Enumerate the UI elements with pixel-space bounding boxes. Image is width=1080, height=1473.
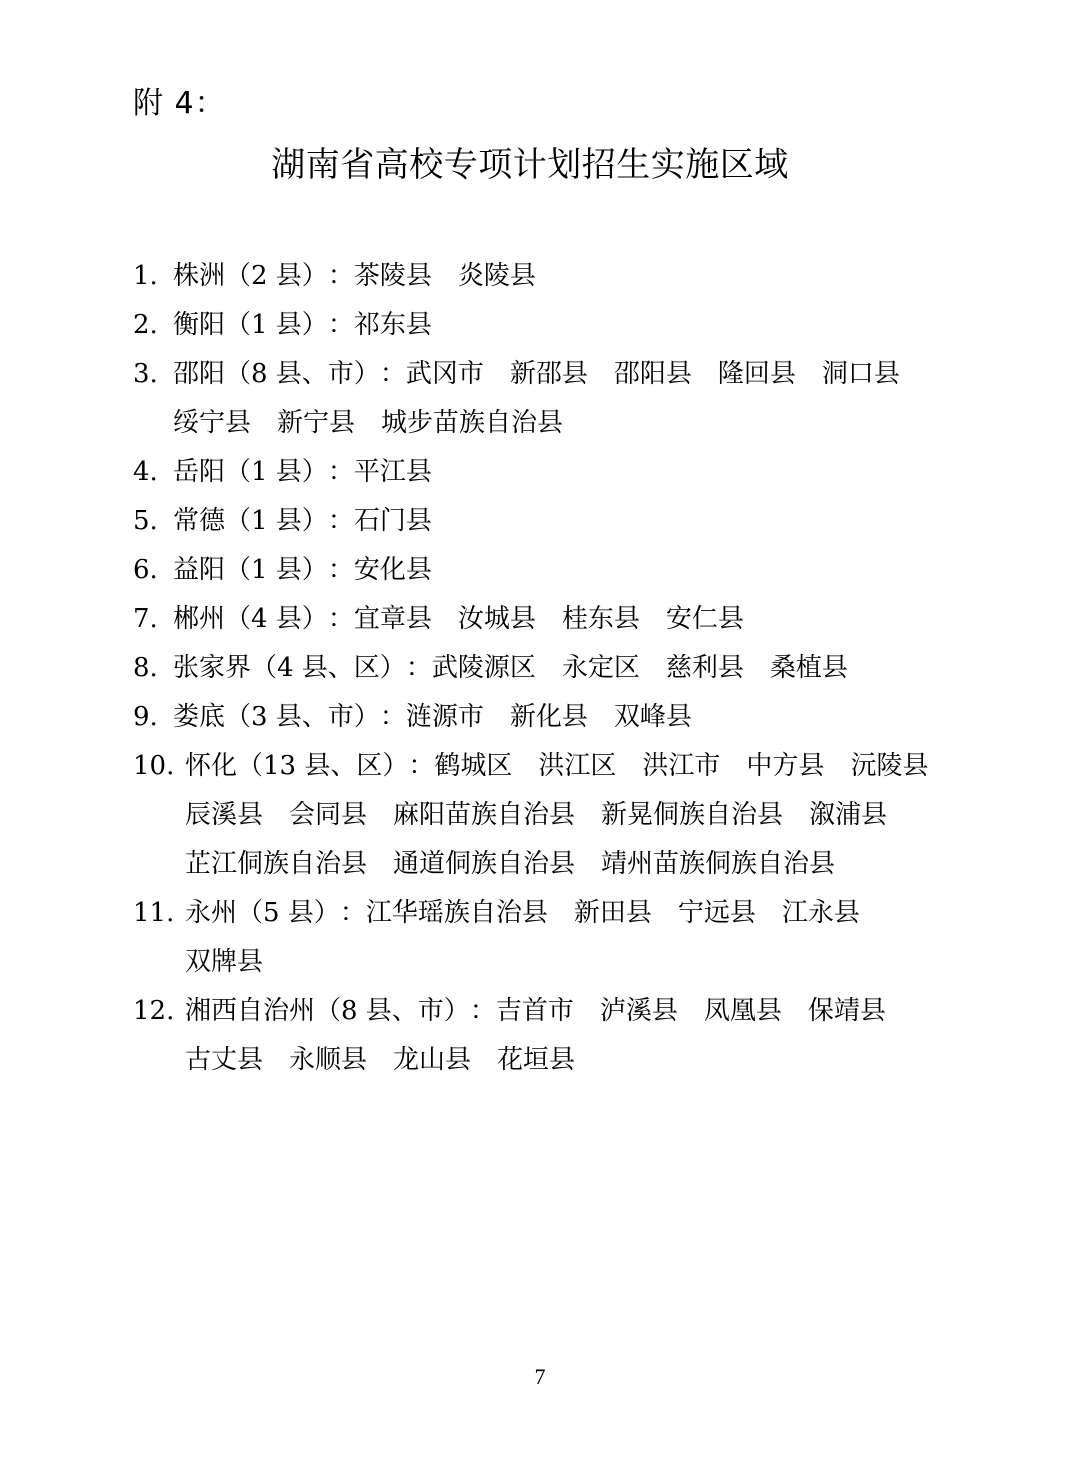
county-name: 靖州苗族侗族自治县 (601, 849, 836, 879)
county-name: 新晃侗族自治县 (601, 800, 784, 830)
county-name: 芷江侗族自治县 (185, 849, 368, 879)
region-separator: ： (339, 898, 366, 928)
region-separator: ： (408, 751, 435, 781)
county-name: 花垣县 (497, 1045, 576, 1075)
region-city: 株洲（2 县） (173, 261, 328, 291)
region-item-continuation (133, 1036, 953, 1085)
county-name: 汝城县 (457, 604, 536, 634)
region-item (133, 693, 953, 742)
county-name: 凤凰县 (703, 996, 782, 1026)
region-item-continuation (133, 791, 953, 840)
county-name: 古丈县 (185, 1045, 264, 1075)
region-item (133, 448, 953, 497)
county-name: 隆回县 (717, 359, 796, 389)
county-name: 辰溪县 (185, 800, 264, 830)
region-item (133, 889, 953, 938)
region-number: 7. (133, 604, 158, 634)
county-name: 绥宁县 (173, 408, 252, 438)
region-item (133, 350, 953, 399)
region-separator: ： (327, 310, 354, 340)
county-name: 武冈市 (405, 359, 484, 389)
region-city: 衡阳（1 县） (173, 310, 328, 340)
region-item (133, 301, 953, 350)
county-name: 江华瑶族自治县 (365, 898, 548, 928)
county-name: 武陵源区 (431, 653, 536, 683)
county-name: 永顺县 (289, 1045, 368, 1075)
county-name: 麻阳苗族自治县 (393, 800, 576, 830)
county-name: 安化县 (353, 555, 432, 585)
region-separator: ： (327, 506, 354, 536)
region-item (133, 546, 953, 595)
region-city: 邵阳（8 县、市） (173, 359, 380, 389)
county-name: 洞口县 (821, 359, 900, 389)
region-city: 岳阳（1 县） (173, 457, 328, 487)
region-city: 永州（5 县） (185, 898, 340, 928)
region-separator: ： (469, 996, 496, 1026)
county-name: 中方县 (746, 751, 825, 781)
county-name: 城步苗族自治县 (381, 408, 564, 438)
county-name: 鹤城区 (434, 751, 513, 781)
region-item (133, 742, 953, 791)
county-name: 新邵县 (509, 359, 588, 389)
county-name: 慈利县 (665, 653, 744, 683)
county-name: 新田县 (573, 898, 652, 928)
region-item-continuation (133, 938, 953, 987)
county-name: 双峰县 (613, 702, 692, 732)
region-number: 2. (133, 310, 158, 340)
region-number: 11. (133, 898, 175, 928)
county-name: 安仁县 (665, 604, 744, 634)
region-number: 10. (133, 751, 175, 781)
region-separator: ： (327, 604, 354, 634)
county-name: 沅陵县 (850, 751, 929, 781)
region-city: 益阳（1 县） (173, 555, 328, 585)
region-item-continuation (133, 399, 953, 448)
region-city: 常德（1 县） (173, 506, 328, 536)
region-separator: ： (327, 457, 354, 487)
region-item (133, 644, 953, 693)
region-city: 湘西自治州（8 县、市） (185, 996, 470, 1026)
county-name: 邵阳县 (613, 359, 692, 389)
county-name: 洪江市 (642, 751, 721, 781)
county-name: 平江县 (353, 457, 432, 487)
county-name: 龙山县 (393, 1045, 472, 1075)
county-name: 通道侗族自治县 (393, 849, 576, 879)
region-item (133, 252, 953, 301)
region-separator: ： (327, 261, 354, 291)
county-name: 桑植县 (769, 653, 848, 683)
county-name: 宜章县 (353, 604, 432, 634)
county-name: 石门县 (353, 506, 432, 536)
region-number: 4. (133, 457, 158, 487)
region-item (133, 595, 953, 644)
document-title: 湖南省高校专项计划招生实施区域 (271, 145, 789, 185)
region-number: 5. (133, 506, 158, 536)
county-name: 茶陵县 (353, 261, 432, 291)
county-name: 溆浦县 (809, 800, 888, 830)
region-number: 3. (133, 359, 158, 389)
county-name: 永定区 (561, 653, 640, 683)
region-number: 8. (133, 653, 158, 683)
region-item-continuation (133, 840, 953, 889)
county-name: 祁东县 (353, 310, 432, 340)
region-separator: ： (327, 555, 354, 585)
region-city: 娄底（3 县、市） (173, 702, 380, 732)
county-name: 泸溪县 (599, 996, 678, 1026)
region-number: 9. (133, 702, 158, 732)
page-number: 7 (534, 1364, 546, 1389)
region-number: 12. (133, 996, 175, 1026)
county-name: 桂东县 (561, 604, 640, 634)
region-number: 1. (133, 261, 158, 291)
county-name: 保靖县 (807, 996, 886, 1026)
region-item (133, 497, 953, 546)
county-name: 涟源市 (405, 702, 484, 732)
county-name: 新宁县 (277, 408, 356, 438)
region-list (133, 252, 953, 1085)
county-name: 炎陵县 (457, 261, 536, 291)
county-name: 吉首市 (495, 996, 574, 1026)
region-item (133, 987, 953, 1036)
region-city: 郴州（4 县） (173, 604, 328, 634)
county-name: 双牌县 (185, 947, 264, 977)
region-separator: ： (405, 653, 432, 683)
attachment-label: 附 4： (133, 86, 226, 121)
region-number: 6. (133, 555, 158, 585)
region-city: 张家界（4 县、区） (173, 653, 406, 683)
region-city: 怀化（13 县、区） (185, 751, 409, 781)
county-name: 洪江区 (538, 751, 617, 781)
region-separator: ： (379, 702, 406, 732)
region-separator: ： (379, 359, 406, 389)
county-name: 新化县 (509, 702, 588, 732)
county-name: 会同县 (289, 800, 368, 830)
county-name: 宁远县 (677, 898, 756, 928)
county-name: 江永县 (781, 898, 860, 928)
